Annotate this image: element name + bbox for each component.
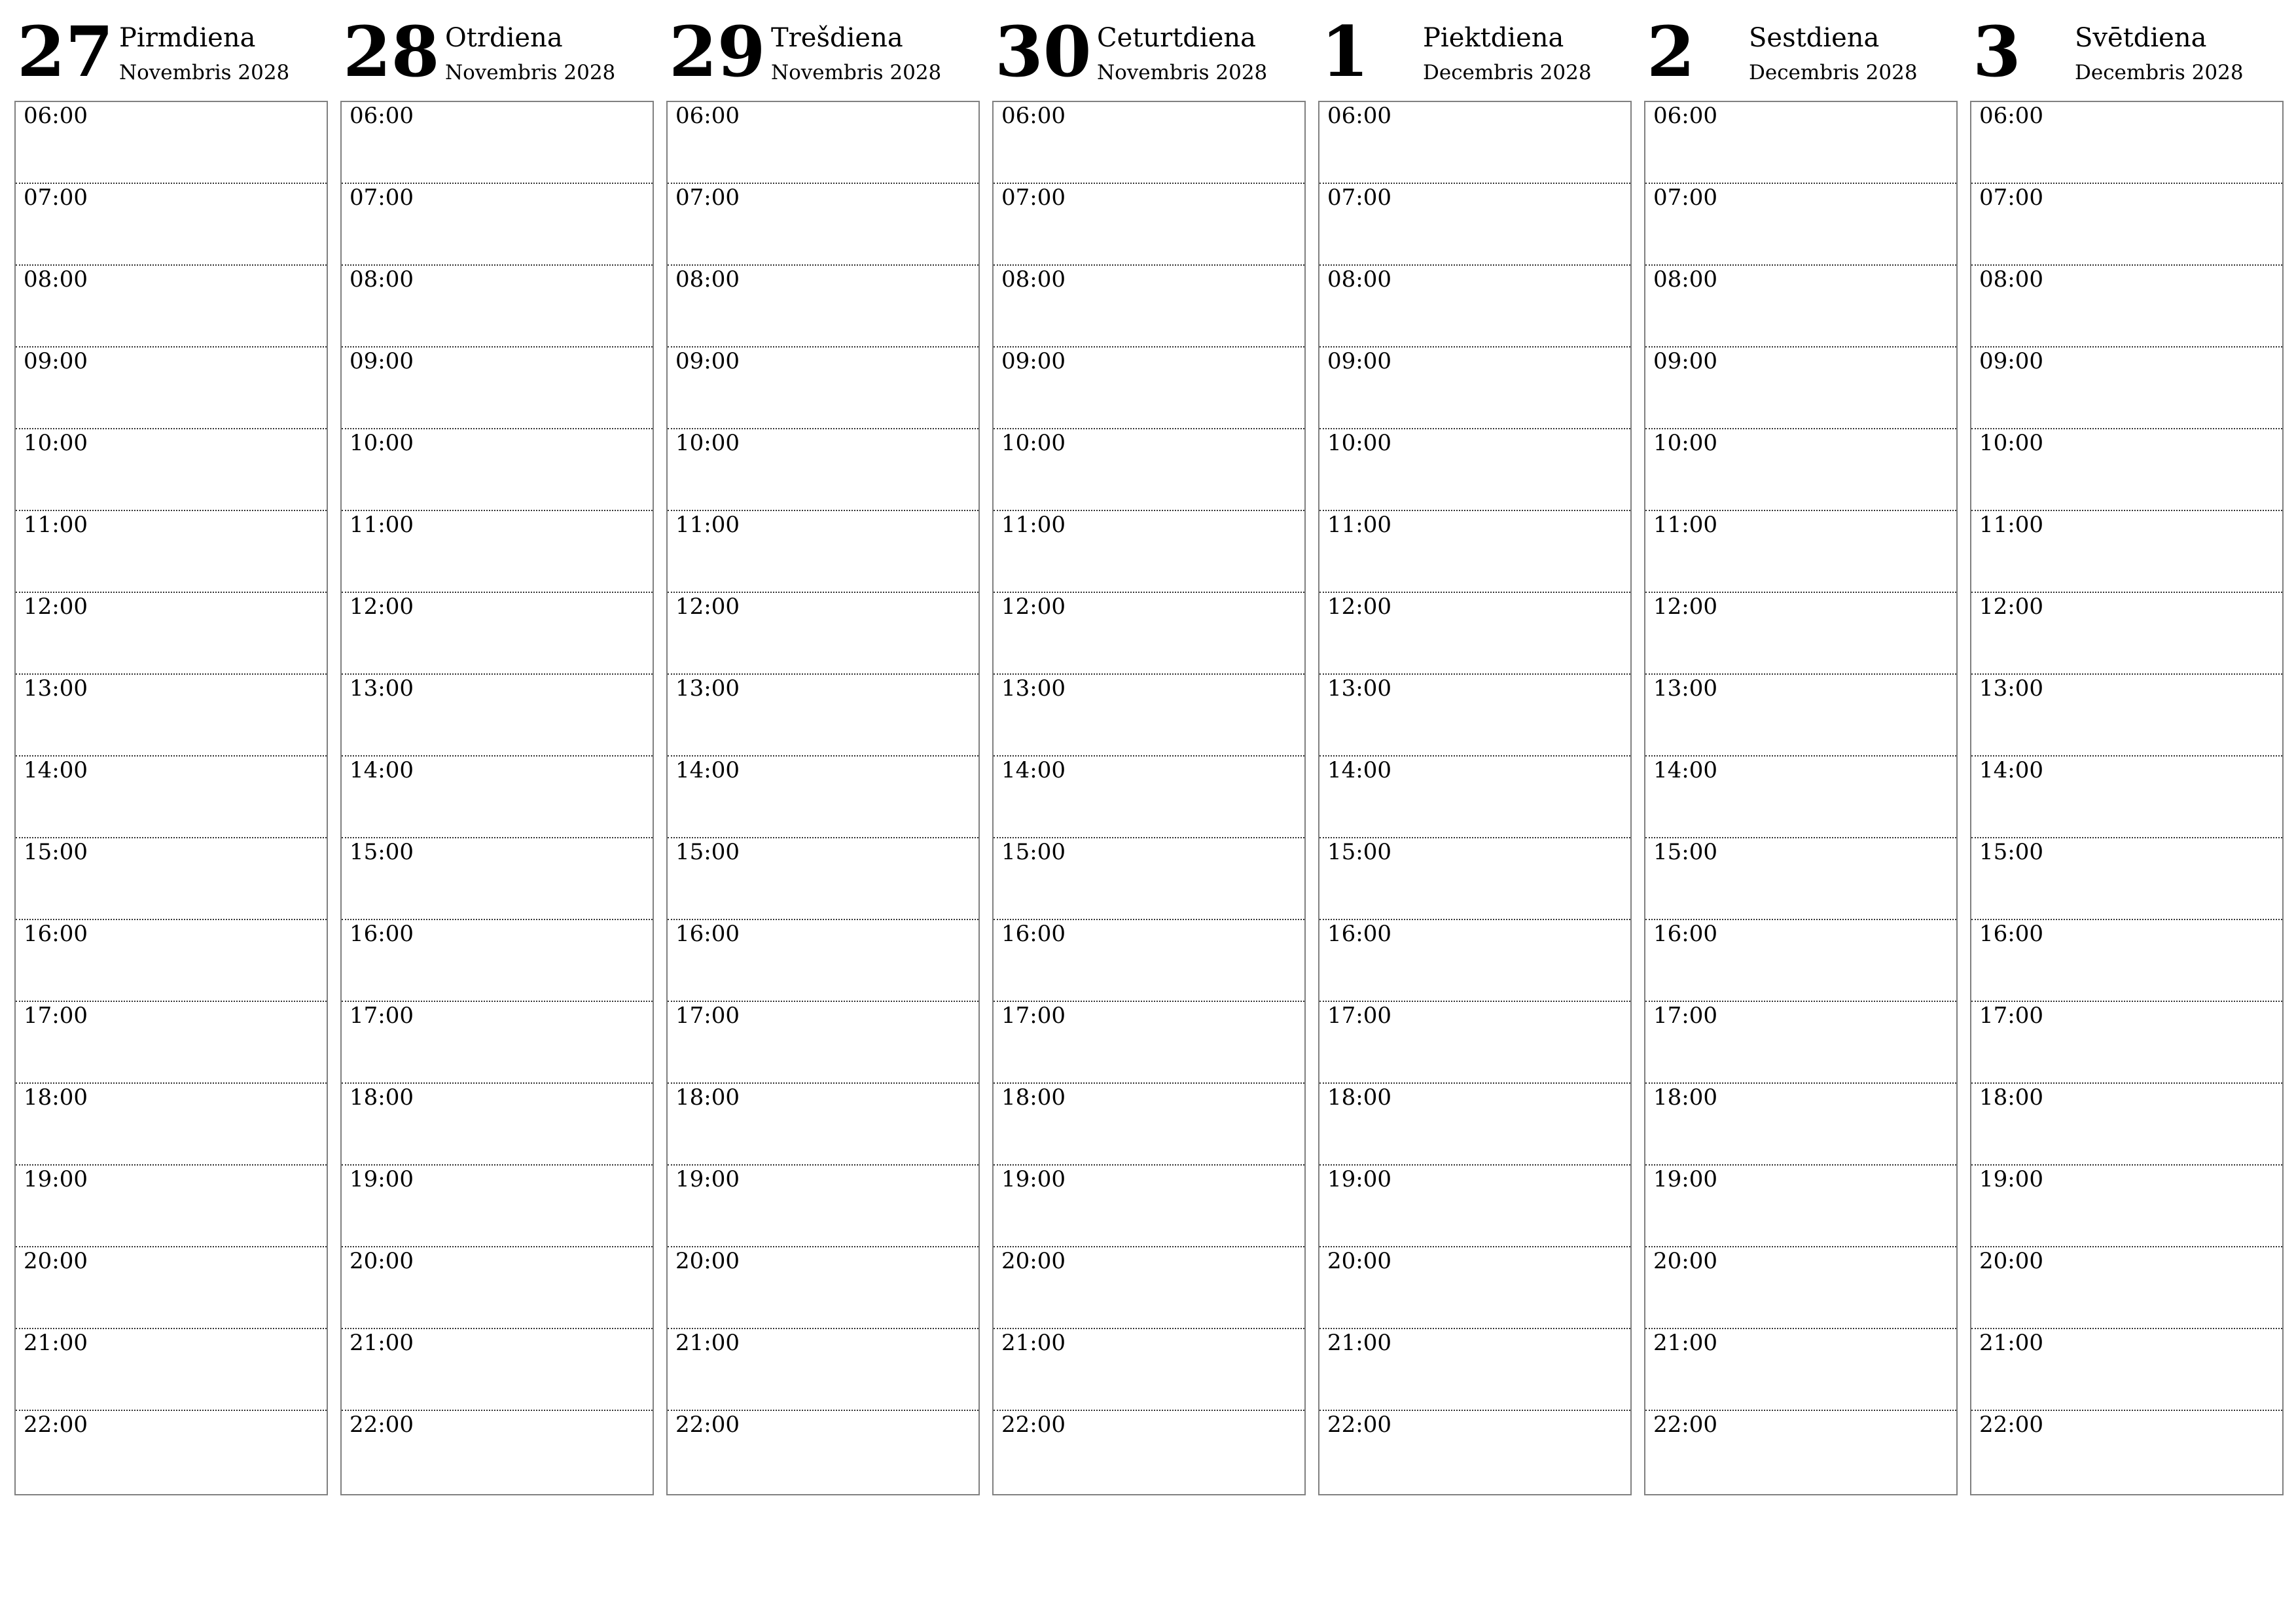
day-month-year: Decembris 2028 [1423, 61, 1592, 84]
hour-label: 11:00 [1327, 512, 1391, 538]
hour-slot[interactable] [342, 102, 653, 184]
hour-label: 14:00 [1653, 757, 1717, 783]
day-number: 1 [1321, 10, 1369, 92]
hour-label: 21:00 [24, 1330, 88, 1356]
hour-slot[interactable] [1645, 184, 1956, 266]
hour-slot[interactable] [994, 593, 1304, 675]
hour-label: 14:00 [1979, 757, 2043, 783]
hour-label: 11:00 [1001, 512, 1066, 538]
hour-slot[interactable] [668, 757, 978, 838]
hour-slot[interactable] [16, 838, 327, 920]
hour-slot[interactable] [994, 429, 1304, 511]
hour-slot[interactable] [342, 838, 653, 920]
hour-slot[interactable] [668, 1084, 978, 1166]
hour-label: 12:00 [1001, 594, 1066, 620]
hour-slot[interactable] [1319, 593, 1630, 675]
hour-label: 06:00 [1001, 103, 1066, 129]
hour-slot[interactable] [342, 511, 653, 593]
hour-slot[interactable] [1971, 838, 2282, 920]
hour-slot[interactable] [16, 1002, 327, 1084]
hour-label: 11:00 [1979, 512, 2043, 538]
hour-label: 16:00 [675, 921, 740, 947]
hour-label: 13:00 [675, 675, 740, 702]
hour-slot[interactable] [668, 511, 978, 593]
hour-label: 06:00 [350, 103, 414, 129]
hour-slot[interactable] [1971, 757, 2282, 838]
hour-slot[interactable] [1645, 1002, 1956, 1084]
hour-slot[interactable] [1645, 1411, 1956, 1493]
hour-label: 15:00 [24, 839, 88, 865]
hour-slot[interactable] [16, 184, 327, 266]
hour-slot[interactable] [1971, 102, 2282, 184]
hour-slot[interactable] [1319, 184, 1630, 266]
hour-slot[interactable] [994, 184, 1304, 266]
hour-label: 12:00 [350, 594, 414, 620]
hour-label: 14:00 [1001, 757, 1066, 783]
hour-slot[interactable] [16, 511, 327, 593]
hour-label: 08:00 [350, 266, 414, 293]
hour-label: 07:00 [675, 185, 740, 211]
hour-slot[interactable] [16, 1166, 327, 1247]
hour-slot[interactable] [994, 266, 1304, 348]
day-schedule-box [1644, 101, 1958, 1495]
hour-label: 18:00 [1653, 1084, 1717, 1111]
hour-slot[interactable] [342, 1166, 653, 1247]
hour-slot[interactable] [994, 1247, 1304, 1329]
hour-slot[interactable] [1645, 1329, 1956, 1411]
hour-label: 12:00 [1653, 594, 1717, 620]
hour-label: 19:00 [1327, 1166, 1391, 1192]
hour-label: 08:00 [24, 266, 88, 293]
hour-label: 10:00 [1327, 430, 1391, 456]
hour-label: 22:00 [1327, 1412, 1391, 1438]
day-number: 27 [17, 10, 114, 92]
hour-slot[interactable] [342, 266, 653, 348]
hour-label: 09:00 [1979, 348, 2043, 374]
hour-slot[interactable] [668, 348, 978, 429]
hour-label: 20:00 [350, 1248, 414, 1274]
hour-label: 16:00 [1001, 921, 1066, 947]
day-schedule-box [1318, 101, 1632, 1495]
day-number: 3 [1973, 10, 2021, 92]
hour-slot[interactable] [994, 1084, 1304, 1166]
hour-label: 14:00 [1327, 757, 1391, 783]
hour-label: 08:00 [1001, 266, 1066, 293]
hour-label: 20:00 [1001, 1248, 1066, 1274]
hour-slot[interactable] [1319, 1329, 1630, 1411]
hour-slot[interactable] [342, 757, 653, 838]
hour-slot[interactable] [1645, 348, 1956, 429]
hour-slot[interactable] [994, 102, 1304, 184]
hour-label: 18:00 [675, 1084, 740, 1111]
hour-slot[interactable] [994, 920, 1304, 1002]
hour-label: 21:00 [675, 1330, 740, 1356]
hour-slot[interactable] [16, 1411, 327, 1493]
hour-label: 06:00 [1979, 103, 2043, 129]
hour-label: 07:00 [1653, 185, 1717, 211]
hour-label: 17:00 [350, 1003, 414, 1029]
hour-label: 15:00 [1979, 839, 2043, 865]
day-month-year: Decembris 2028 [1749, 61, 1918, 84]
hour-label: 16:00 [350, 921, 414, 947]
hour-slot[interactable] [1645, 593, 1956, 675]
hour-slot[interactable] [668, 102, 978, 184]
hour-slot[interactable] [1971, 1411, 2282, 1493]
hour-slot[interactable] [342, 593, 653, 675]
hour-label: 20:00 [1327, 1248, 1391, 1274]
day-header [1318, 0, 1632, 98]
hour-label: 09:00 [675, 348, 740, 374]
hour-label: 09:00 [24, 348, 88, 374]
hour-label: 15:00 [1653, 839, 1717, 865]
hour-label: 13:00 [1979, 675, 2043, 702]
hour-slot[interactable] [1319, 675, 1630, 757]
hour-slot[interactable] [1971, 1084, 2282, 1166]
hour-slot[interactable] [1645, 675, 1956, 757]
hour-slot[interactable] [342, 1247, 653, 1329]
hour-label: 19:00 [675, 1166, 740, 1192]
hour-slot[interactable] [668, 593, 978, 675]
hour-slot[interactable] [1319, 920, 1630, 1002]
hour-label: 22:00 [350, 1412, 414, 1438]
hour-slot[interactable] [1971, 266, 2282, 348]
day-header [666, 0, 980, 98]
hour-slot[interactable] [994, 757, 1304, 838]
hour-label: 11:00 [350, 512, 414, 538]
hour-slot[interactable] [668, 266, 978, 348]
day-number: 30 [995, 10, 1092, 92]
hour-label: 08:00 [675, 266, 740, 293]
hour-label: 11:00 [24, 512, 88, 538]
hour-slot[interactable] [1971, 675, 2282, 757]
hour-label: 08:00 [1979, 266, 2043, 293]
hour-slot[interactable] [668, 1411, 978, 1493]
hour-label: 09:00 [350, 348, 414, 374]
day-month-year: Novembris 2028 [1097, 61, 1268, 84]
hour-label: 22:00 [675, 1412, 740, 1438]
hour-label: 13:00 [350, 675, 414, 702]
hour-label: 16:00 [1979, 921, 2043, 947]
hour-label: 07:00 [24, 185, 88, 211]
hour-slot[interactable] [994, 1329, 1304, 1411]
hour-slot[interactable] [16, 1329, 327, 1411]
day-month-year: Novembris 2028 [119, 61, 290, 84]
hour-label: 07:00 [1327, 185, 1391, 211]
day-header [14, 0, 328, 98]
hour-label: 06:00 [675, 103, 740, 129]
hour-label: 20:00 [24, 1248, 88, 1274]
hour-label: 09:00 [1653, 348, 1717, 374]
hour-slot[interactable] [342, 348, 653, 429]
hour-label: 16:00 [24, 921, 88, 947]
hour-label: 06:00 [1653, 103, 1717, 129]
hour-label: 18:00 [24, 1084, 88, 1111]
hour-label: 18:00 [1327, 1084, 1391, 1111]
hour-label: 18:00 [1001, 1084, 1066, 1111]
hour-label: 13:00 [1327, 675, 1391, 702]
day-schedule-box [14, 101, 328, 1495]
hour-slot[interactable] [994, 1411, 1304, 1493]
hour-label: 12:00 [1979, 594, 2043, 620]
hour-label: 22:00 [1653, 1412, 1717, 1438]
hour-label: 07:00 [1979, 185, 2043, 211]
hour-slot[interactable] [994, 348, 1304, 429]
day-number: 28 [343, 10, 440, 92]
hour-label: 12:00 [24, 594, 88, 620]
hour-slot[interactable] [1645, 511, 1956, 593]
hour-slot[interactable] [1971, 1329, 2282, 1411]
hour-slot[interactable] [668, 675, 978, 757]
hour-slot[interactable] [1645, 102, 1956, 184]
hour-label: 17:00 [1327, 1003, 1391, 1029]
hour-slot[interactable] [1971, 593, 2282, 675]
hour-label: 21:00 [1001, 1330, 1066, 1356]
hour-slot[interactable] [1645, 429, 1956, 511]
day-number: 29 [669, 10, 766, 92]
hour-slot[interactable] [16, 429, 327, 511]
day-month-year: Novembris 2028 [445, 61, 616, 84]
hour-slot[interactable] [16, 1084, 327, 1166]
hour-slot[interactable] [1971, 1247, 2282, 1329]
hour-label: 08:00 [1653, 266, 1717, 293]
hour-label: 12:00 [1327, 594, 1391, 620]
hour-slot[interactable] [1645, 838, 1956, 920]
hour-label: 20:00 [1653, 1248, 1717, 1274]
hour-slot[interactable] [668, 1247, 978, 1329]
hour-slot[interactable] [994, 511, 1304, 593]
hour-label: 07:00 [350, 185, 414, 211]
hour-slot[interactable] [342, 920, 653, 1002]
hour-slot[interactable] [1319, 266, 1630, 348]
hour-slot[interactable] [1971, 511, 2282, 593]
hour-slot[interactable] [1971, 920, 2282, 1002]
day-header [340, 0, 654, 98]
hour-slot[interactable] [342, 1411, 653, 1493]
day-name: Sestdiena [1749, 23, 1880, 53]
hour-slot[interactable] [1645, 1084, 1956, 1166]
hour-label: 17:00 [1979, 1003, 2043, 1029]
hour-slot[interactable] [1645, 266, 1956, 348]
hour-slot[interactable] [1319, 1166, 1630, 1247]
hour-label: 09:00 [1327, 348, 1391, 374]
hour-label: 10:00 [1001, 430, 1066, 456]
hour-label: 18:00 [1979, 1084, 2043, 1111]
hour-label: 17:00 [1653, 1003, 1717, 1029]
hour-slot[interactable] [1645, 1166, 1956, 1247]
hour-label: 15:00 [350, 839, 414, 865]
hour-slot[interactable] [1645, 1247, 1956, 1329]
day-header [992, 0, 1306, 98]
hour-label: 20:00 [1979, 1248, 2043, 1274]
hour-label: 11:00 [1653, 512, 1717, 538]
day-schedule-box [666, 101, 980, 1495]
hour-label: 10:00 [675, 430, 740, 456]
hour-slot[interactable] [16, 266, 327, 348]
hour-slot[interactable] [1645, 757, 1956, 838]
hour-label: 17:00 [1001, 1003, 1066, 1029]
hour-label: 16:00 [1327, 921, 1391, 947]
hour-label: 10:00 [1979, 430, 2043, 456]
hour-label: 08:00 [1327, 266, 1391, 293]
hour-label: 10:00 [24, 430, 88, 456]
day-name: Pirmdiena [119, 23, 256, 53]
hour-slot[interactable] [1319, 838, 1630, 920]
hour-label: 19:00 [350, 1166, 414, 1192]
hour-label: 10:00 [350, 430, 414, 456]
hour-label: 19:00 [1001, 1166, 1066, 1192]
day-schedule-box [1970, 101, 2284, 1495]
hour-slot[interactable] [16, 348, 327, 429]
hour-label: 22:00 [24, 1412, 88, 1438]
day-schedule-box [992, 101, 1306, 1495]
hour-label: 06:00 [24, 103, 88, 129]
hour-label: 10:00 [1653, 430, 1717, 456]
hour-slot[interactable] [1319, 1002, 1630, 1084]
hour-slot[interactable] [994, 1002, 1304, 1084]
day-schedule-box [340, 101, 654, 1495]
hour-slot[interactable] [994, 675, 1304, 757]
hour-label: 14:00 [675, 757, 740, 783]
hour-slot[interactable] [16, 593, 327, 675]
hour-label: 13:00 [1653, 675, 1717, 702]
hour-label: 13:00 [1001, 675, 1066, 702]
hour-label: 07:00 [1001, 185, 1066, 211]
hour-slot[interactable] [16, 675, 327, 757]
hour-slot[interactable] [668, 1002, 978, 1084]
day-header [1970, 0, 2284, 98]
hour-slot[interactable] [668, 429, 978, 511]
day-month-year: Decembris 2028 [2075, 61, 2244, 84]
hour-slot[interactable] [16, 1247, 327, 1329]
hour-slot[interactable] [342, 1329, 653, 1411]
hour-slot[interactable] [16, 920, 327, 1002]
hour-slot[interactable] [1319, 757, 1630, 838]
hour-label: 19:00 [24, 1166, 88, 1192]
hour-label: 16:00 [1653, 921, 1717, 947]
hour-label: 19:00 [1653, 1166, 1717, 1192]
hour-label: 21:00 [1979, 1330, 2043, 1356]
hour-label: 21:00 [350, 1330, 414, 1356]
day-name: Otrdiena [445, 23, 563, 53]
hour-slot[interactable] [1971, 429, 2282, 511]
hour-slot[interactable] [1971, 184, 2282, 266]
hour-slot[interactable] [342, 1084, 653, 1166]
hour-slot[interactable] [1645, 920, 1956, 1002]
hour-slot[interactable] [1971, 1166, 2282, 1247]
hour-slot[interactable] [1319, 1411, 1630, 1493]
hour-slot[interactable] [16, 757, 327, 838]
hour-slot[interactable] [994, 838, 1304, 920]
hour-label: 21:00 [1327, 1330, 1391, 1356]
hour-slot[interactable] [342, 184, 653, 266]
hour-slot[interactable] [16, 102, 327, 184]
hour-slot[interactable] [1319, 1247, 1630, 1329]
hour-slot[interactable] [1319, 348, 1630, 429]
hour-label: 09:00 [1001, 348, 1066, 374]
hour-label: 17:00 [24, 1003, 88, 1029]
hour-label: 19:00 [1979, 1166, 2043, 1192]
hour-label: 13:00 [24, 675, 88, 702]
day-name: Ceturtdiena [1097, 23, 1256, 53]
hour-slot[interactable] [1319, 1084, 1630, 1166]
day-name: Svētdiena [2075, 23, 2207, 53]
hour-label: 22:00 [1001, 1412, 1066, 1438]
hour-label: 18:00 [350, 1084, 414, 1111]
day-header [1644, 0, 1958, 98]
hour-label: 20:00 [675, 1248, 740, 1274]
day-month-year: Novembris 2028 [771, 61, 942, 84]
hour-label: 21:00 [1653, 1330, 1717, 1356]
hour-label: 14:00 [350, 757, 414, 783]
hour-label: 15:00 [1001, 839, 1066, 865]
hour-slot[interactable] [1319, 511, 1630, 593]
hour-slot[interactable] [668, 838, 978, 920]
hour-slot[interactable] [668, 920, 978, 1002]
hour-label: 12:00 [675, 594, 740, 620]
day-number: 2 [1647, 10, 1695, 92]
hour-slot[interactable] [342, 1002, 653, 1084]
hour-slot[interactable] [668, 1329, 978, 1411]
hour-slot[interactable] [668, 1166, 978, 1247]
hour-slot[interactable] [1319, 102, 1630, 184]
hour-label: 17:00 [675, 1003, 740, 1029]
hour-label: 06:00 [1327, 103, 1391, 129]
hour-slot[interactable] [342, 675, 653, 757]
hour-slot[interactable] [994, 1166, 1304, 1247]
hour-label: 11:00 [675, 512, 740, 538]
hour-label: 14:00 [24, 757, 88, 783]
day-name: Piektdiena [1423, 23, 1564, 53]
hour-label: 22:00 [1979, 1412, 2043, 1438]
hour-slot[interactable] [668, 184, 978, 266]
hour-label: 15:00 [675, 839, 740, 865]
hour-slot[interactable] [1971, 1002, 2282, 1084]
day-name: Trešdiena [771, 23, 903, 53]
hour-slot[interactable] [1971, 348, 2282, 429]
hour-slot[interactable] [342, 429, 653, 511]
hour-slot[interactable] [1319, 429, 1630, 511]
hour-label: 15:00 [1327, 839, 1391, 865]
